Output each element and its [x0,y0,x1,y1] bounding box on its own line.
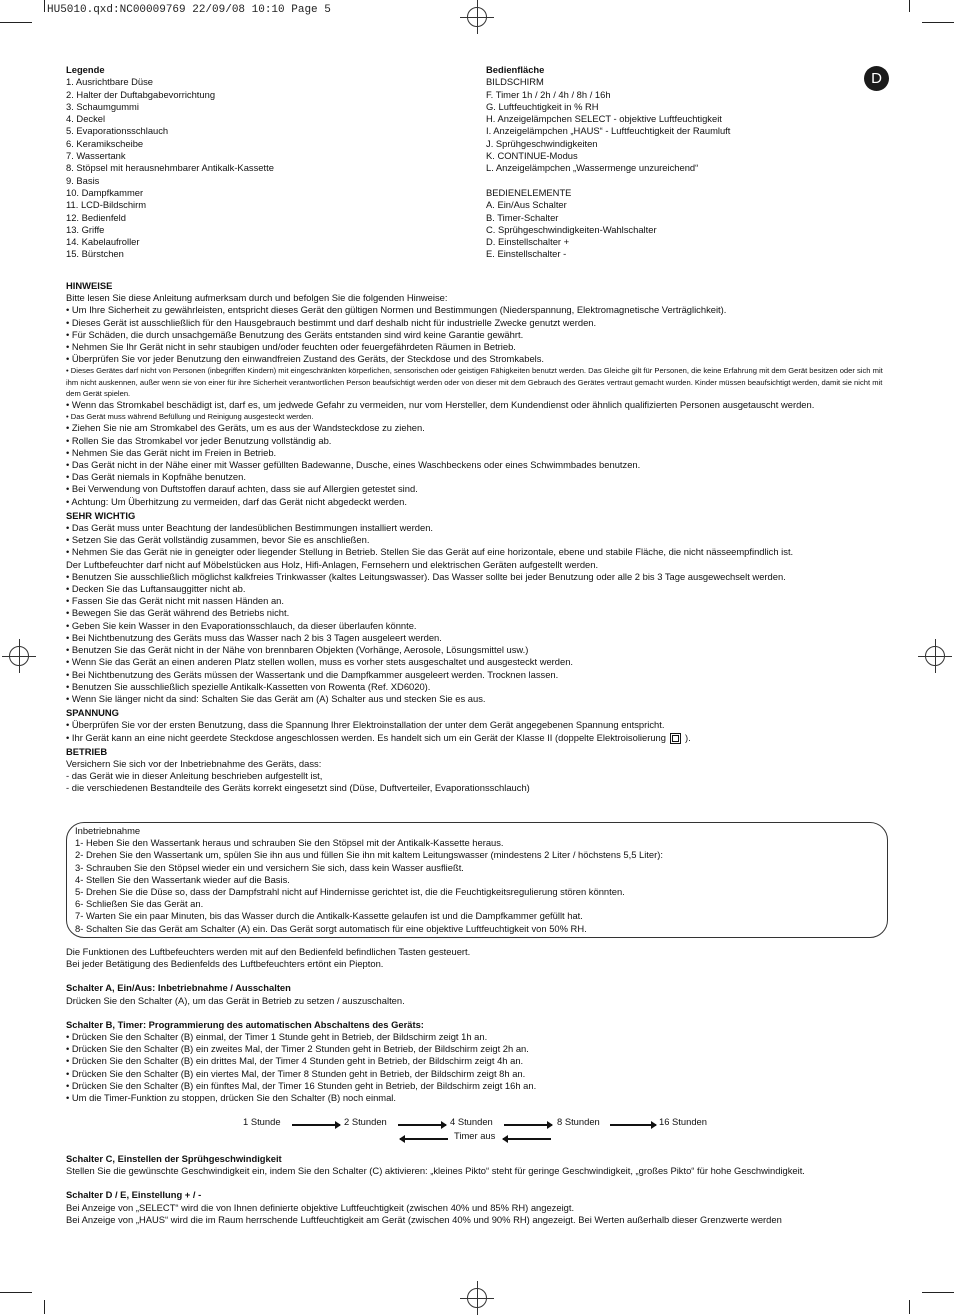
paragraph: Versichern Sie sich vor der Inbetriebnahme des Geräts, dass: [66,757,322,769]
list-item: E. Einstellschalter - [486,248,567,260]
panel-title: Bedienfläche [486,64,545,75]
list-item: • Wenn Sie länger nicht da sind: Schalten Sie das Gerät am (A) Schalter aus und stecken Sie es aus. [66,692,486,704]
list-item: F. Timer 1h / 2h / 4h / 8h / 16h [486,88,611,100]
paragraph: Stellen Sie die gewünschte Geschwindigkeit ein, indem Sie den Schalter (C) aktivieren: „kleines Pikto“ steht für geringe Geschwindigkeit, „großes Pikto“ für hohe Geschwindigkeit. [66,1165,805,1177]
screen-title: BILDSCHIRM [486,76,544,88]
list-item: • Überprüfen Sie vor der ersten Benutzung, dass die Spannung Ihrer Elektroinstallation der unter dem Gerät angegebenen Spannung entspricht. [66,719,665,731]
list-item: 1. Ausrichtbare Düse [66,76,154,88]
list-item: 1- Heben Sie den Wassertank heraus und schrauben Sie den Stöpsel mit der Antikalk-Kassette heraus. [75,837,504,849]
list-item: 12. Bedienfeld [66,211,126,223]
registration-mark-icon [467,1288,487,1308]
language-badge: D [864,66,889,91]
arrow-right-icon [398,1124,446,1126]
list-item: 4. Deckel [66,113,106,125]
list-item: • Das Gerät muss während Befüllung und Reinigung ausgesteckt werden. [66,412,314,422]
crop-mark [922,22,954,23]
list-item: J. Sprühgeschwindigkeiten [486,137,598,149]
timer-step: 8 Stunden [557,1116,600,1127]
spannung-title: SPANNUNG [66,707,119,719]
list-item: 5. Evaporationsschlauch [66,125,169,137]
list-item: • Achtung: Um Überhitzung zu vermeiden, darf das Gerät nicht abgedeckt werden. [66,495,407,507]
switch-b-title: Schalter B, Timer: Programmierung des automatischen Abschaltens des Geräts: [66,1018,424,1030]
list-item: • Nehmen Sie das Gerät nicht im Freien in Betrieb. [66,446,277,458]
list-item: • Bei Nichtbenutzung des Geräts müssen der Wassertank und die Dampfkammer ausgeleert werden. Trocknen lassen. [66,668,559,680]
list-item: - die verschiedenen Bestandteile des Geräts korrekt eingesetzt sind (Düse, Duftverteiler, Evaporationsschlauch) [66,782,530,794]
crop-mark [909,0,910,12]
list-item: • Bewegen Sie das Gerät während des Betriebs nicht. [66,607,290,619]
list-item: • Benutzen Sie ausschließlich spezielle Antikalk-Kassetten von Rowenta (Ref. XD6020). [66,680,431,692]
list-item: L. Anzeigelämpchen „Wassermenge unzureichend“ [486,162,699,174]
list-item: • Drücken Sie den Schalter (B) einmal, der Timer 1 Stunde geht in Betrieb, der Bildschirm zeigt 1h an. [66,1031,488,1043]
timer-step: 2 Stunden [344,1116,387,1127]
list-item: • Bei Verwendung von Duftstoffen darauf achten, dass sie auf Allergien getestet sind. [66,483,418,495]
list-item: G. Luftfeuchtigkeit in % RH [486,100,599,112]
crop-mark [0,22,32,23]
list-item: 14. Kabelaufroller [66,236,140,248]
legend-title: Legende [66,64,105,75]
list-item: A. Ein/Aus Schalter [486,199,567,211]
list-item: • Fassen Sie das Gerät nicht mit nassen Händen an. [66,595,284,607]
list-item: 2. Halter der Duftabgabevorrichtung [66,88,216,100]
list-item: D. Einstellschalter + [486,236,570,248]
list-item: • Setzen Sie das Gerät vollständig zusammen, bevor Sie es anschließen. [66,534,370,546]
list-item: 8. Stöpsel mit herausnehmbarer Antikalk-Kassette [66,162,274,174]
switch-a-title: Schalter A, Ein/Aus: Inbetriebnahme / Ausschalten [66,982,291,994]
list-item: • Das Gerät muss unter Beachtung der landesüblichen Bestimmungen installiert werden. [66,522,434,534]
list-item: • Benutzen Sie ausschließlich möglichst kalkfreies Trinkwasser (kaltes Leitungswasser). Das Wasser sollte bei jeder Benutzung oder alle 2 bis 3 Tage ausgewechselt werden. [66,570,786,582]
arrow-left-icon [503,1138,551,1140]
list-item: Der Luftbefeuchter darf nicht auf Möbelstücken aus Holz, Hifi-Anlagen, Fernsehern und elektrischen Geräten aufgestellt werden. [66,558,599,570]
arrow-left-icon [400,1138,448,1140]
list-item: I. Anzeigelämpchen „HAUS“ - Luftfeuchtigkeit der Raumluft [486,125,731,137]
timer-step: 4 Stunden [450,1116,493,1127]
arrow-right-icon [610,1124,656,1126]
paragraph: Bei Anzeige von „SELECT“ wird die von Ihnen definierte objektive Luftfeuchtigkeit (zwischen 40% und 85% RH) angezeigt. [66,1201,575,1213]
startup-box [66,822,888,938]
list-item: • Ihr Gerät kann an eine nicht geerdete Steckdose angeschlossen werden. Es handelt sich um ein Gerät der Klasse II (doppelte Elektroisolierung ). [66,731,691,743]
betrieb-title: BETRIEB [66,745,108,757]
timer-step: 16 Stunden [659,1116,707,1127]
list-item: • Um Ihre Sicherheit zu gewährleisten, entspricht dieses Gerät den gültigen Normen und Bestimmungen (Niederspannung, Elektromagnetische Verträglichkeit). [66,304,727,316]
list-item: • Bei Nichtbenutzung des Geräts muss das Wasser nach 2 bis 3 Tagen ausgeleert werden. [66,631,442,643]
list-item: 8- Schalten Sie das Gerät am Schalter (A) ein. Das Gerät sorgt automatisch für eine objektive Luftfeuchtigkeit von 50% RH. [75,922,587,934]
list-item: 4- Stellen Sie den Wassertank wieder auf die Basis. [75,873,290,885]
crop-mark [0,1292,32,1293]
list-item: • Dieses Gerät ist ausschließlich für den Hausgebrauch bestimmt und darf deshalb nicht für industrielle Zwecke genutzt werden. [66,316,597,328]
functions-section-continued [66,1153,888,1226]
arrow-right-icon [292,1124,340,1126]
list-item: • Benutzen Sie das Gerät nicht in der Nähe von brennbaren Objekten (Vorhänge, Aerosole, Lösungsmittel usw.) [66,644,529,656]
list-item: • Nehmen Sie Ihr Gerät nicht in sehr staubigen und/oder feuchten oder feuergefährdeten Räumen in Betrieb. [66,341,516,353]
crop-mark [44,0,45,12]
list-item: 2- Drehen Sie den Wassertank um, spülen Sie ihn aus und füllen Sie ihn mit kaltem Leitungswasser (mindestens 2 Liter / höchstens 5,5 Liter): [75,849,663,861]
paragraph: Die Funktionen des Luftbefeuchters werden mit auf den Bedienfeld befindlichen Tasten gesteuert. [66,946,471,957]
list-item: 5- Drehen Sie die Düse so, dass der Dampfstrahl nicht auf Hindernisse gerichtet ist, die die Feuchtigkeitsregulierung stören könnten. [75,886,625,898]
list-item: C. Sprühgeschwindigkeiten-Wahlschalter [486,223,657,235]
list-item: • Drücken Sie den Schalter (B) ein viertes Mal, der Timer 8 Stunden geht in Betrieb, der Bildschirm zeigt 8h an. [66,1067,526,1079]
list-item: • Das Gerät niemals in Kopfnähe benutzen. [66,471,246,483]
list-item: B. Timer-Schalter [486,211,559,223]
list-item: • Dieses Gerätes darf nicht von Personen (inbegriffen Kindern) mit eingeschränkten körperlichen, sensorischen oder geistigen Fähigkeiten benutzt werden. Das Gleiche gilt für Personen, die keine Erfahrung mit dem Gerät besitzen oder sich mit ihm nicht auskennen, außer wenn sie von einer für ihre Sicherheit verantwortlichen Person beaufsichtigt werden oder von dieser mit dem Gebrauch des Gerätes vertraut gemacht wurden. Kinder müssen beaufsichtigt werden, damit sie nicht mit dem Gerät spielen. [66,366,883,398]
list-item: - das Gerät wie in dieser Anleitung beschrieben aufgestellt ist, [66,770,323,782]
timer-step: 1 Stunde [243,1116,281,1127]
list-item: 6- Schließen Sie das Gerät an. [75,898,204,910]
controls-title: BEDIENELEMENTE [486,186,572,198]
wichtig-title: SEHR WICHTIG [66,509,136,521]
list-item: • Drücken Sie den Schalter (B) ein fünftes Mal, der Timer 16 Stunden geht in Betrieb, der Bildschirm zeigt 16h an. [66,1079,537,1091]
class-ii-double-square-icon [670,733,681,744]
list-item: • Wenn das Stromkabel beschädigt ist, darf es, um jedwede Gefahr zu vermeiden, nur vom Hersteller, dem Kundendienst oder ähnlich qualifizierten Personen ausgetauscht werden. [66,399,815,411]
list-item: • Rollen Sie das Stromkabel vor jeder Benutzung vollständig ab. [66,434,332,446]
control-panel-list [486,64,730,261]
paragraph: Bei jeder Betätigung des Bedienfelds des Luftbefeuchters ertönt ein Piepton. [66,958,384,970]
list-item: 7. Wassertank [66,150,126,162]
registration-mark-icon [9,646,29,666]
paragraph: Bitte lesen Sie diese Anleitung aufmerksam durch und befolgen Sie die folgenden Hinweise: [66,292,448,304]
list-item: • Drücken Sie den Schalter (B) ein zweites Mal, der Timer 2 Stunden geht in Betrieb, der Bildschirm zeigt 2h an. [66,1043,529,1055]
timer-off-label: Timer aus [454,1130,496,1141]
list-item: 13. Griffe [66,223,105,235]
registration-mark-icon [467,7,487,27]
list-item: • Wenn Sie das Gerät an einen anderen Platz stellen wollen, muss es vorher stets ausgeschaltet und ausgesteckt werden. [66,656,574,668]
crop-mark [909,1300,910,1314]
hinweise-title: HINWEISE [66,280,113,291]
registration-mark-icon [925,646,945,666]
safety-section [66,278,888,795]
list-item: • Für Schäden, die durch unsachgemäße Benutzung des Geräts entstanden sind wird keine Garantie gewährt. [66,328,524,340]
list-item: 10. Dampfkammer [66,186,144,198]
print-header: HU5010.qxd:NC00009769 22/09/08 10:10 Page 5 [47,4,331,16]
crop-mark [922,1292,954,1293]
list-item: 9. Basis [66,174,100,186]
list-item: • Ziehen Sie nie am Stromkabel des Geräts, um es aus der Wandsteckdose zu ziehen. [66,422,425,434]
crop-mark [44,1300,45,1314]
switch-de-title: Schalter D / E, Einstellung + / - [66,1189,202,1201]
list-item: 3. Schaumgummi [66,100,139,112]
box-title: Inbetriebnahme [75,825,141,836]
paragraph: Bei Anzeige von „HAUS“ wird die im Raum herrschende Luftfeuchtigkeit am Gerät (zwischen 40% und 90% RH) angezeigt. Bei Werten außerhalb dieser Grenzwerte werden [66,1213,782,1225]
list-item: • Das Gerät nicht in der Nähe einer mit Wasser gefüllten Badewanne, Dusche, eines Waschbeckens oder eines Schwimmbades benutzen. [66,459,641,471]
switch-c-title: Schalter C, Einstellen der Sprühgeschwindigkeit [66,1153,282,1164]
list-item: • Decken Sie das Luftansauggitter nicht ab. [66,583,246,595]
list-item: • Überprüfen Sie vor jeder Benutzung den einwandfreien Zustand des Geräts, der Steckdose und des Stromkabels. [66,353,545,365]
list-item: H. Anzeigelämpchen SELECT - objektive Luftfeuchtigkeit [486,113,722,125]
legend [66,64,274,261]
list-item: • Um die Timer-Funktion zu stoppen, drücken Sie den Schalter (B) noch einmal. [66,1092,396,1104]
list-item: 7- Warten Sie ein paar Minuten, bis das Wasser durch die Antikalk-Kassette gelaufen ist und die Dampfkammer gefüllt hat. [75,910,583,922]
arrow-right-icon [504,1124,552,1126]
list-item: 11. LCD-Bildschirm [66,199,147,211]
list-item: 6. Keramikscheibe [66,137,144,149]
functions-section [66,946,888,1104]
list-item: • Drücken Sie den Schalter (B) ein drittes Mal, der Timer 4 Stunden geht in Betrieb, der Bildschirm zeigt 4h an. [66,1055,524,1067]
list-item: • Geben Sie kein Wasser in den Evaporationsschlauch, da dieser überlaufen könnte. [66,619,417,631]
list-item: 3- Schrauben Sie den Stöpsel wieder ein und versichern Sie sich, dass kein Wasser ausfließt. [75,861,464,873]
list-item: • Nehmen Sie das Gerät nie in geneigter oder liegender Stellung in Betrieb. Stellen Sie das Gerät auf eine horizontale, ebene und stabile Fläche, die nicht nässeempfindlich ist. [66,546,794,558]
list-item: K. CONTINUE-Modus [486,150,578,162]
list-item: 15. Bürstchen [66,248,124,260]
paragraph: Drücken Sie den Schalter (A), um das Gerät in Betrieb zu setzen / auszuschalten. [66,994,405,1006]
